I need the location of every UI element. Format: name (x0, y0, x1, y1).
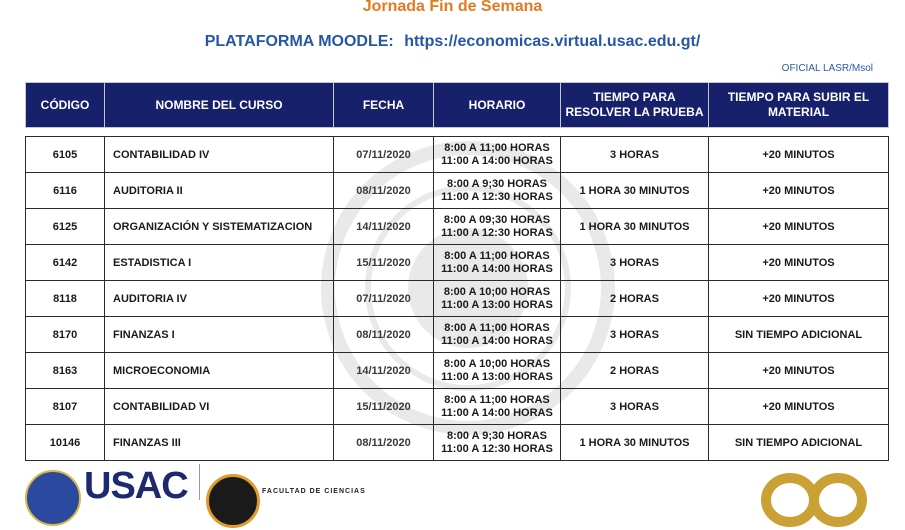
col-header-fecha: FECHA (334, 83, 434, 128)
time-to-upload: SIN TIEMPO ADICIONAL (709, 317, 889, 353)
faculty-emblem-logo (206, 474, 260, 528)
time-to-resolve: 1 HORA 30 MINUTOS (561, 425, 709, 461)
platform-url-link[interactable]: https://economicas.virtual.usac.edu.gt/ (404, 33, 701, 50)
time-to-upload: +20 MINUTOS (709, 137, 889, 173)
course-name: MICROECONOMIA (105, 353, 334, 389)
schedule-slot-1: 8:00 A 11;00 HORAS (444, 141, 550, 154)
time-to-upload: +20 MINUTOS (709, 389, 889, 425)
course-code: 6116 (26, 173, 105, 209)
course-name: FINANZAS III (105, 425, 334, 461)
col-header-codigo: CÓDIGO (26, 83, 105, 128)
exam-schedule (434, 353, 561, 389)
table-row (26, 353, 889, 389)
schedule-slot-2: 11:00 A 14:00 HORAS (441, 334, 553, 347)
course-code: 8163 (26, 353, 105, 389)
schedule-slot-2: 11:00 A 14:00 HORAS (441, 406, 553, 419)
course-code: 8118 (26, 281, 105, 317)
time-to-resolve: 1 HORA 30 MINUTOS (561, 173, 709, 209)
faculty-name: FACULTAD DE CIENCIAS (262, 488, 366, 495)
time-to-resolve: 3 HORAS (561, 245, 709, 281)
time-to-resolve: 3 HORAS (561, 137, 709, 173)
exam-date: 14/11/2020 (334, 353, 434, 389)
page-title: Jornada Fin de Semana (362, 0, 543, 15)
course-name: FINANZAS I (105, 317, 334, 353)
anniversary-logo (760, 470, 870, 530)
course-code: 6142 (26, 245, 105, 281)
exam-date: 08/11/2020 (334, 425, 434, 461)
schedule-slot-2: 11:00 A 12:30 HORAS (441, 442, 553, 455)
exam-date: 07/11/2020 (334, 281, 434, 317)
exam-date: 15/11/2020 (334, 389, 434, 425)
table-row (26, 137, 889, 173)
time-to-resolve: 3 HORAS (561, 317, 709, 353)
schedule-slot-1: 8:00 A 10;00 HORAS (443, 357, 551, 370)
exam-date: 07/11/2020 (334, 137, 434, 173)
course-name: CONTABILIDAD VI (105, 389, 334, 425)
schedule-slot-1: 8:00 A 9;30 HORAS (446, 429, 548, 442)
table-row (26, 317, 889, 353)
course-name: AUDITORIA II (105, 173, 334, 209)
schedule-slot-1: 8:00 A 11;00 HORAS (444, 249, 550, 262)
course-code: 10146 (26, 425, 105, 461)
table-row (26, 173, 889, 209)
course-code: 8107 (26, 389, 105, 425)
exam-schedule (434, 173, 561, 209)
exam-date: 08/11/2020 (334, 173, 434, 209)
table-header-row (26, 83, 889, 128)
time-to-upload: +20 MINUTOS (709, 281, 889, 317)
course-name: ORGANIZACIÓN Y SISTEMATIZACION (105, 209, 334, 245)
schedule-slot-1: 8:00 A 11;00 HORAS (444, 393, 550, 406)
time-to-resolve: 3 HORAS (561, 389, 709, 425)
time-to-resolve: 1 HORA 30 MINUTOS (561, 209, 709, 245)
exam-date: 08/11/2020 (334, 317, 434, 353)
table-row (26, 209, 889, 245)
table-row (26, 389, 889, 425)
usac-seal-logo (25, 470, 81, 526)
platform-label: PLATAFORMA MOODLE: (204, 33, 394, 50)
schedule-slot-2: 11:00 A 13:00 HORAS (441, 370, 553, 383)
schedule-slot-2: 11:00 A 14:00 HORAS (441, 262, 553, 275)
table-row (26, 281, 889, 317)
course-code: 8170 (26, 317, 105, 353)
course-name: CONTABILIDAD IV (105, 137, 334, 173)
col-header-nombre: NOMBRE DEL CURSO (105, 83, 334, 128)
course-code: 6105 (26, 137, 105, 173)
exam-date: 14/11/2020 (334, 209, 434, 245)
col-header-tiempo-resolver: TIEMPO PARA RESOLVER LA PRUEBA (561, 83, 709, 128)
schedule-slot-1: 8:00 A 11;00 HORAS (444, 321, 550, 334)
time-to-resolve: 2 HORAS (561, 353, 709, 389)
col-header-tiempo-subir: TIEMPO PARA SUBIR EL MATERIAL (709, 83, 889, 128)
schedule-slot-2: 11:00 A 12:30 HORAS (441, 226, 553, 239)
time-to-upload: +20 MINUTOS (709, 173, 889, 209)
schedule-slot-2: 11:00 A 12:30 HORAS (441, 190, 553, 203)
schedule-slot-1: 8:00 A 9;30 HORAS (446, 177, 548, 190)
exam-schedule (434, 425, 561, 461)
exam-schedule (434, 209, 561, 245)
footer-divider (199, 464, 200, 500)
time-to-upload: +20 MINUTOS (709, 209, 889, 245)
time-to-resolve: 2 HORAS (561, 281, 709, 317)
schedule-slot-1: 8:00 A 09;30 HORAS (443, 213, 551, 226)
col-header-horario: HORARIO (434, 83, 561, 128)
table-row (26, 425, 889, 461)
schedule-slot-2: 11:00 A 14:00 HORAS (441, 154, 553, 167)
exam-date: 15/11/2020 (334, 245, 434, 281)
platform-line (0, 32, 905, 52)
time-to-upload: SIN TIEMPO ADICIONAL (709, 425, 889, 461)
time-to-upload: +20 MINUTOS (709, 245, 889, 281)
exam-schedule (434, 245, 561, 281)
exam-schedule (434, 317, 561, 353)
schedule-slot-1: 8:00 A 10;00 HORAS (443, 285, 551, 298)
time-to-upload: +20 MINUTOS (709, 353, 889, 389)
usac-logo-text: USAC (84, 465, 188, 507)
exam-schedule-table (25, 82, 889, 461)
course-name: AUDITORIA IV (105, 281, 334, 317)
exam-schedule (434, 389, 561, 425)
oficial-reference: OFICIAL LASR/Msol (781, 63, 873, 74)
table-row (26, 245, 889, 281)
schedule-slot-2: 11:00 A 13:00 HORAS (441, 298, 553, 311)
exam-schedule (434, 137, 561, 173)
exam-schedule (434, 281, 561, 317)
course-code: 6125 (26, 209, 105, 245)
course-name: ESTADISTICA I (105, 245, 334, 281)
